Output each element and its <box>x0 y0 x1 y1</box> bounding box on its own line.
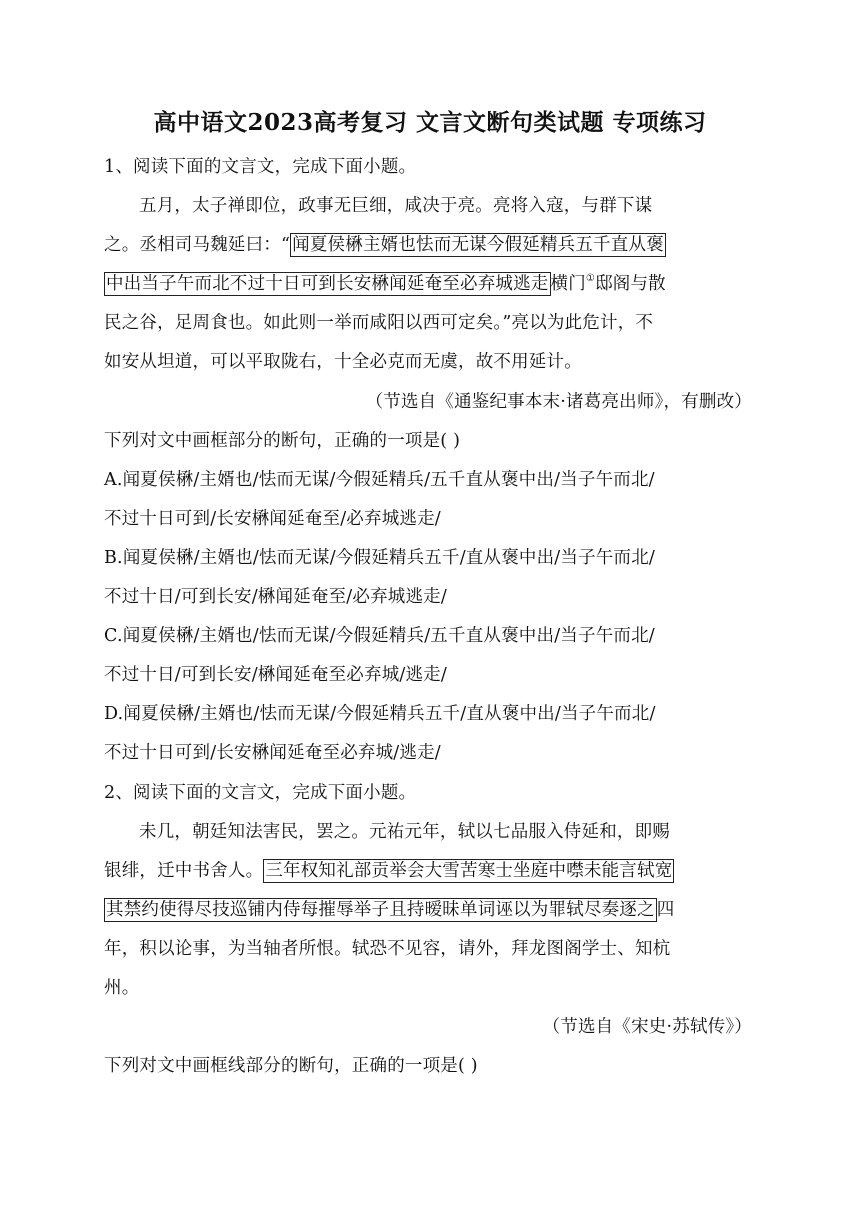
q1-boxed-text-part-2: 中出当子午而北不过十日可到长安楙闻延奄至必弃城逃走 <box>106 274 549 294</box>
q1-option-c-line-1: C.闻夏侯楙/主婿也/怯而无谋/今假延精兵/五千直从褒中出/当子午而北/ <box>104 626 655 646</box>
q1-option-c-line-2: 不过十日/可到长安/楙闻延奄至必弃城/逃走/ <box>104 665 447 685</box>
q1-source: （节选自《通鉴纪事本末·诸葛亮出师》，有删改） <box>365 392 752 412</box>
q1-passage-text: 横门 <box>550 274 586 294</box>
q1-option-a-line-2: 不过十日可到/长安楙闻延奄至/必弃城逃走/ <box>104 509 441 529</box>
q2-passage-line-1: 未几，朝廷知法害民，罢之。元祐元年，轼以七品服入侍延和，即赐 <box>139 822 670 842</box>
q1-question: 下列对文中画框部分的断句，正确的一项是( ) <box>104 431 461 451</box>
page-title: 高中语文2023高考复习 文言文断句类试题 专项练习 <box>153 109 707 136</box>
q1-intro: 1、阅读下面的文言文，完成下面小题。 <box>104 157 417 177</box>
q2-intro: 2、阅读下面的文言文，完成下面小题。 <box>104 783 417 803</box>
q1-passage-line-5: 如安从坦道，可以平取陇右，十全必克而无虞，故不用延计。 <box>104 352 582 372</box>
q2-passage-line-3 <box>104 897 674 923</box>
q2-question: 下列对文中画框线部分的断句，正确的一项是( ) <box>104 1056 478 1076</box>
q1-passage-text: 邸阁与散 <box>595 274 666 294</box>
q1-passage-line-2 <box>104 232 666 258</box>
q1-passage-line-3 <box>104 271 666 297</box>
q2-boxed-text-part-2: 其禁约使得尽技巡铺内侍每摧辱举子且持暧昧单词诬以为罪轼尽奏逐之 <box>106 900 655 920</box>
q1-option-a-line-1: A.闻夏侯楙/主婿也/怯而无谋/今假延精兵/五千直从褒中出/当子午而北/ <box>104 470 655 490</box>
q2-boxed-text-part-1: 三年权知礼部贡举会大雪苦寒士坐庭中噤未能言轼宽 <box>265 861 673 881</box>
q1-option-d-line-2: 不过十日可到/长安楙闻延奄至必弃城/逃走/ <box>104 743 441 763</box>
q2-passage-text: 银绯，迁中书舍人。 <box>104 861 264 881</box>
footnote-marker: ① <box>585 273 596 284</box>
q2-passage-line-4: 年，积以论事，为当轴者所恨。轼恐不见容，请外，拜龙图阁学士、知杭 <box>104 939 671 959</box>
q1-option-b-line-1: B.闻夏侯楙/主婿也/怯而无谋/今假延精兵五千/直从褒中出/当子午而北/ <box>104 548 655 568</box>
q1-option-d-line-1: D.闻夏侯楙/主婿也/怯而无谋/今假延精兵五千/直从褒中出/当子午而北/ <box>104 704 656 724</box>
q2-passage-text: 四 <box>656 900 675 920</box>
q2-passage-line-5: 州。 <box>104 978 140 998</box>
q1-passage-line-1: 五月，太子禅即位，政事无巨细，咸决于亮。亮将入寇，与群下谋 <box>139 196 653 216</box>
q1-boxed-text-part-1: 闻夏侯楙主婿也怯而无谋今假延精兵五千直从褒 <box>292 235 664 255</box>
q2-passage-line-2 <box>104 858 674 884</box>
q1-passage-line-4: 民之谷，足周食也。如此则一举而咸阳以西可定矣。”亮以为此危计，不 <box>104 313 654 333</box>
q1-passage-text: 之。丞相司马魏延曰：“ <box>104 235 291 255</box>
q2-source: （节选自《宋史·苏轼传》） <box>542 1017 752 1037</box>
q1-option-b-line-2: 不过十日/可到长安/楙闻延奄至/必弃城逃走/ <box>104 587 447 607</box>
